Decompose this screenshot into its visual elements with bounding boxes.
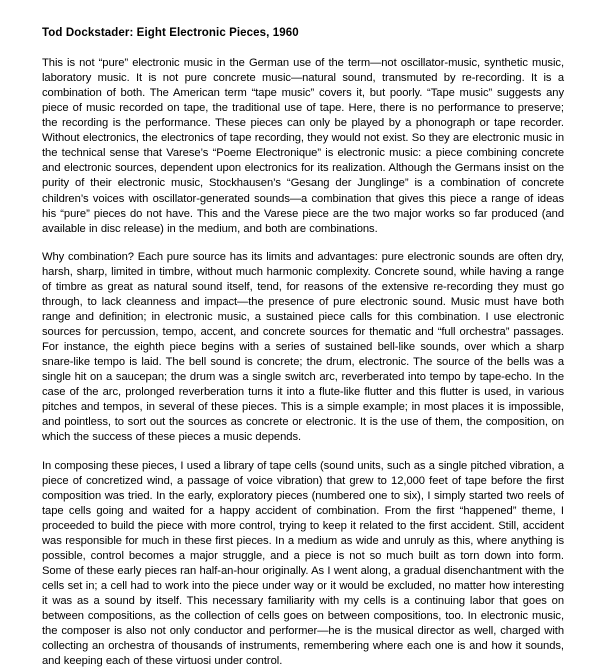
body-paragraph-3: In composing these pieces, I used a library of tape cells (sound units, such as a single pitched vibration, a piece of concretized wind, a passage of voice vibration) that grew to 12,000 feet of tape before the first composition was tried. In the early, exploratory pieces (numbered one to six), I simply started two reels of tape cells going and waited for a happy accident of combination. From the first “happened” theme, I proceeded to build the piece with more control, trying to keep it related to the first accident. Still, accident was responsible for much in these first pieces. In a medium as wide and unruly as this, where anything is possible, control becomes a major struggle, and a piece is not so much built as torn down into form. Some of these early pieces ran half-an-hour originally. As I went along, a gradual disenchantment with the cells set in; a cell had to work into the piece under way or it would be excluded, no matter how interesting it was as a sound by itself. This necessary familiarity with my cells is a continuing labor that goes on between compositions, as the collection of cells goes on between compositions, too. In electronic music, the composer is also not only conductor and performer—he is the musical director as well, charged with collecting an orchestra of thousands of instruments, remembering where each one is and how it sounds, and keeping each of these virtuosi under control.: [42, 459, 564, 669]
page-title: Tod Dockstader: Eight Electronic Pieces, 1960: [42, 26, 564, 41]
body-paragraph-1: This is not “pure” electronic music in the German use of the term—not oscillator-music, synthetic music, laboratory music. It is not pure concrete music—natural sound, transmuted by re-recording. It is a combination of both. The American term “tape music” covers it, but poorly. “Tape music” suggests any piece of music recorded on tape, the traditional use of tape. Here, there is no performance to preserve; the recording is the performance. These pieces can only be played by a phonograph or tape recorder. Without electronics, the electronics of tape recording, they would not exist. So they are electronic music in the technical sense that Varese’s “Poeme Electronique” is electronic music: a piece combining concrete and electronic sources, dependent upon electronics for its realization. Although the Germans insist on the purity of their electronic music, Stockhausen’s “Gesang der Junglinge” is a combination of concrete children’s voices with oscillator-generated sounds—a combination that gives this piece a range of ideas his “pure” pieces do not have. This and the Varese piece are the two major works so far produced (and available in disc release) in the medium, and both are combinations.: [42, 56, 564, 237]
body-paragraph-2: Why combination? Each pure source has its limits and advantages: pure electronic sounds are often dry, harsh, sharp, limited in timbre, without much harmonic complexity. Concrete sound, while having a range of timbre as great as natural sound itself, tend, for reasons of the extensive re-recording they must go through, to lack cleanness and impact—the presence of pure electronic sound. Music must have both range and definition; in electronic music, a sustained piece calls for this combination. I use electronic sources for percussion, tempo, accent, and concrete sources for thematic and “full orchestra” passages. For instance, the eighth piece begins with a series of sustained bell-like sounds, over which a sharp snare-like tempo is laid. The bell sound is concrete; the drum, electronic. The source of the bells was a single hit on a saucepan; the drum was a single switch arc, reverberated into tempo by tape-echo. In the case of the arc, prolonged reverberation turns it into a flute-like flutter and this flutter is used, in various pitches and tempos, in several of these pieces. This is a simple example; in most places it is impossible, and pointless, to sort out the sources as concrete or electronic. It is the use of them, the composition, on which the success of these pieces a music depends.: [42, 250, 564, 446]
